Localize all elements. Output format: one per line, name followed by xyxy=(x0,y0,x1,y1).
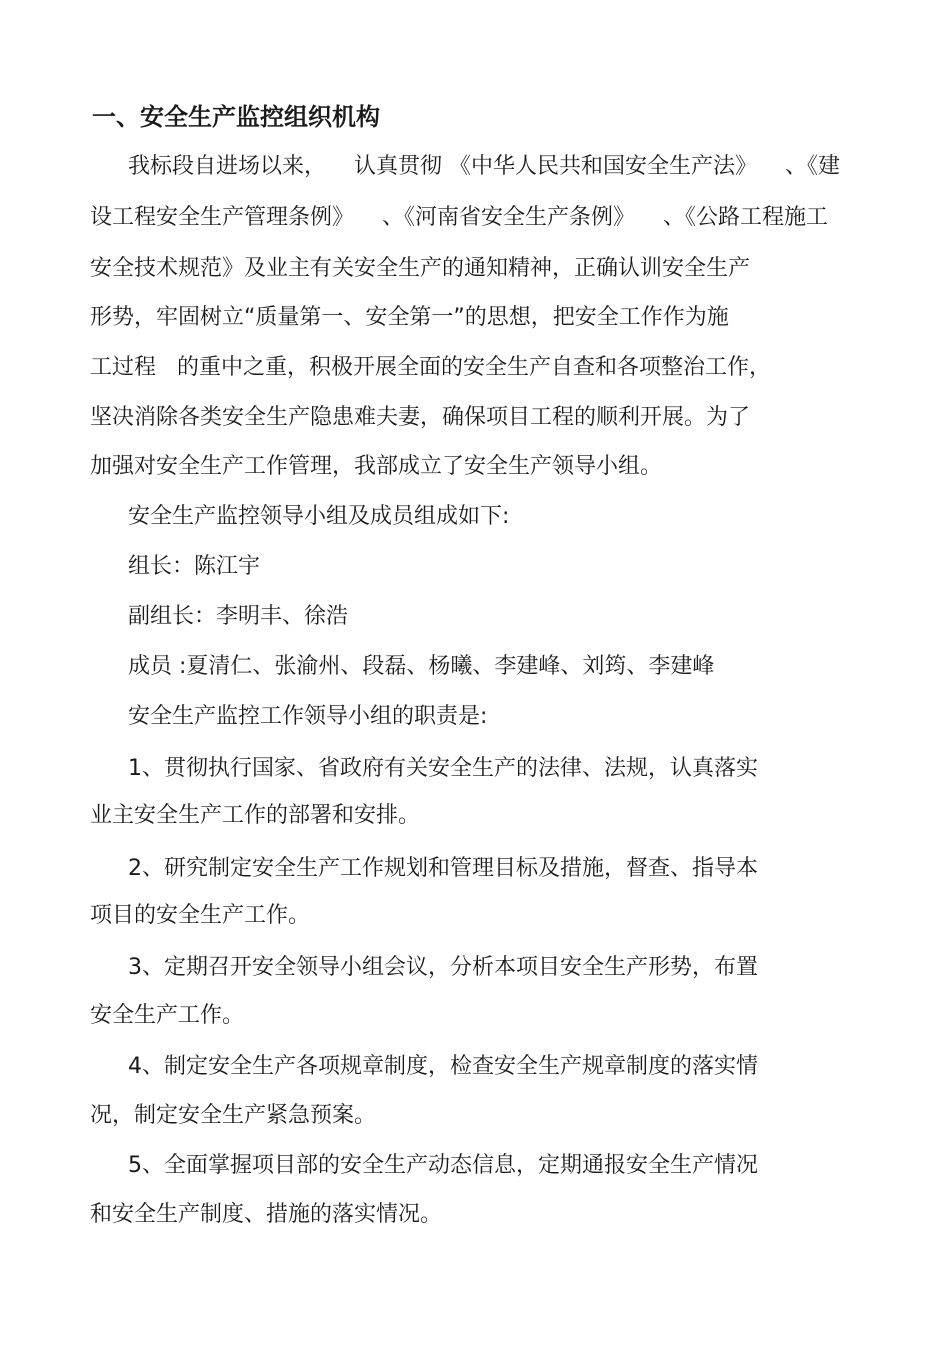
members-line: 成员 :夏清仁、张渝州、段磊、杨曦、李建峰、刘筠、李建峰 xyxy=(128,654,715,679)
duty-2-line-1: 2、研究制定安全生产工作规划和管理目标及措施，督查、指导本 xyxy=(128,856,758,881)
duty-1-line-2: 业主安全生产工作的部署和安排。 xyxy=(90,803,421,828)
leader-line: 组长：陈江宇 xyxy=(128,554,261,579)
intro-line-5: 工过程 的重中之重，积极开展全面的安全生产自查和各项整治工作， xyxy=(90,355,771,380)
intro-line-1: 我标段自进场以来， 认真贯彻 《中华人民共和国安全生产法》 、《建 xyxy=(128,154,840,179)
duty-3-line-1: 3、定期召开安全领导小组会议，分析本项目安全生产形势，布置 xyxy=(128,955,758,980)
intro-line-7: 加强对安全生产工作管理，我部成立了安全生产领导小组。 xyxy=(90,454,663,479)
intro-line-3: 安全技术规范》及业主有关安全生产的通知精神，正确认训安全生产 xyxy=(90,256,751,281)
duty-4-line-2: 况，制定安全生产紧急预案。 xyxy=(90,1103,377,1128)
intro-line-6: 坚决消除各类安全生产隐患难夫妻，确保项目工程的顺利开展。为了 xyxy=(90,405,751,430)
duty-5-line-1: 5、全面掌握项目部的安全生产动态信息，定期通报安全生产情况 xyxy=(128,1153,758,1178)
duty-5-line-2: 和安全生产制度、措施的落实情况。 xyxy=(90,1202,443,1227)
intro-line-4: 形势，牢固树立“质量第一、安全第一”的思想，把安全工作作为施 xyxy=(90,305,729,330)
duty-2-line-2: 项目的安全生产工作。 xyxy=(90,903,311,928)
intro-line-2: 设工程安全生产管理条例》 、《河南省安全生产条例》 、《公路工程施工 xyxy=(90,205,828,230)
deputy-line: 副组长：李明丰、徐浩 xyxy=(128,604,349,629)
duty-4-line-1: 4、制定安全生产各项规章制度，检查安全生产规章制度的落实情 xyxy=(128,1054,758,1079)
duty-3-line-2: 安全生产工作。 xyxy=(90,1003,245,1028)
duty-1-line-1: 1、贯彻执行国家、省政府有关安全生产的法律、法规，认真落实 xyxy=(128,756,758,781)
group-intro: 安全生产监控领导小组及成员组成如下: xyxy=(128,504,510,529)
duties-intro: 安全生产监控工作领导小组的职责是: xyxy=(128,704,488,729)
section-heading: 一、安全生产监控组织机构 xyxy=(92,103,380,131)
